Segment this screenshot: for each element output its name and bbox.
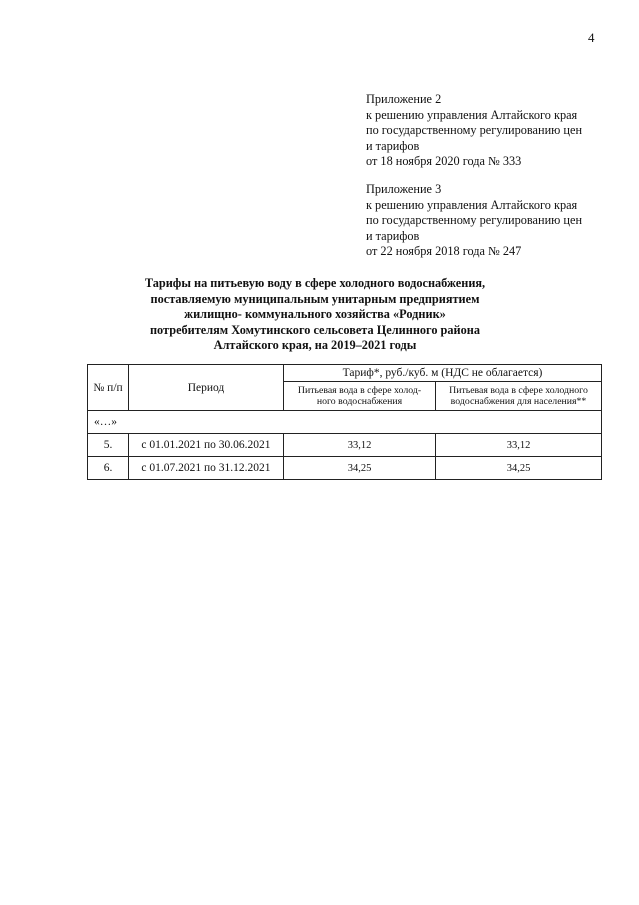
appendix-3-line: и тарифов xyxy=(366,228,420,243)
header-number: № п/п xyxy=(88,365,129,411)
title-line: Алтайского края, на 2019–2021 годы xyxy=(213,338,417,353)
appendix-2-line: к решению управления Алтайского края xyxy=(366,107,578,122)
title-line: поставляемую муниципальным унитарным предприятием xyxy=(150,291,480,306)
appendix-3-line: от 22 ноября 2018 года № 247 xyxy=(366,244,522,258)
header-drinking-water-population-line: водоснабжения для населения** xyxy=(450,396,587,407)
appendix-2-line: Приложение 2 xyxy=(366,92,442,106)
row-tariff-population: 34,25 xyxy=(436,457,602,480)
appendix-2-header xyxy=(366,92,582,170)
appendix-2-line: от 18 ноября 2020 года № 333 xyxy=(366,154,522,168)
header-drinking-water-line: ного водоснабжения xyxy=(316,396,403,407)
row-number: 5. xyxy=(88,434,129,457)
header-drinking-water-population-line: Питьевая вода в сфере холодного xyxy=(449,385,588,396)
row-tariff-drinking-water: 34,25 xyxy=(284,457,436,480)
document-title xyxy=(100,276,530,354)
header-tariff: Тариф*, руб./куб. м (НДС не облагается) xyxy=(284,365,602,382)
row-period: с 01.01.2021 по 30.06.2021 xyxy=(129,434,284,457)
appendix-3-header xyxy=(366,182,582,260)
header-drinking-water xyxy=(284,382,436,411)
appendix-3-line: к решению управления Алтайского края xyxy=(366,197,578,212)
row-tariff-drinking-water: 33,12 xyxy=(284,434,436,457)
appendix-3-line: Приложение 3 xyxy=(366,182,442,196)
title-line: жилищно- коммунального хозяйства «Родник» xyxy=(184,307,446,322)
appendix-2-line: по государственному регулированию цен xyxy=(366,123,583,137)
omitted-rows-marker: «…» xyxy=(88,411,602,434)
header-drinking-water-population xyxy=(436,382,602,411)
appendix-3-line: по государственному регулированию цен xyxy=(366,213,583,227)
appendix-2-line: и тарифов xyxy=(366,138,420,153)
header-drinking-water-line: Питьевая вода в сфере холод- xyxy=(297,385,422,396)
header-period: Период xyxy=(129,365,284,411)
title-line: Тарифы на питьевую воду в сфере холодного водоснабжения, xyxy=(144,276,486,290)
row-number: 6. xyxy=(88,457,129,480)
title-line: потребителям Хомутинского сельсовета Целинного района xyxy=(149,322,481,337)
table-row xyxy=(88,457,602,480)
row-period: с 01.07.2021 по 31.12.2021 xyxy=(129,457,284,480)
row-tariff-population: 33,12 xyxy=(436,434,602,457)
table-row xyxy=(88,434,602,457)
page-number: 4 xyxy=(588,30,595,45)
tariffs-table xyxy=(87,364,602,480)
